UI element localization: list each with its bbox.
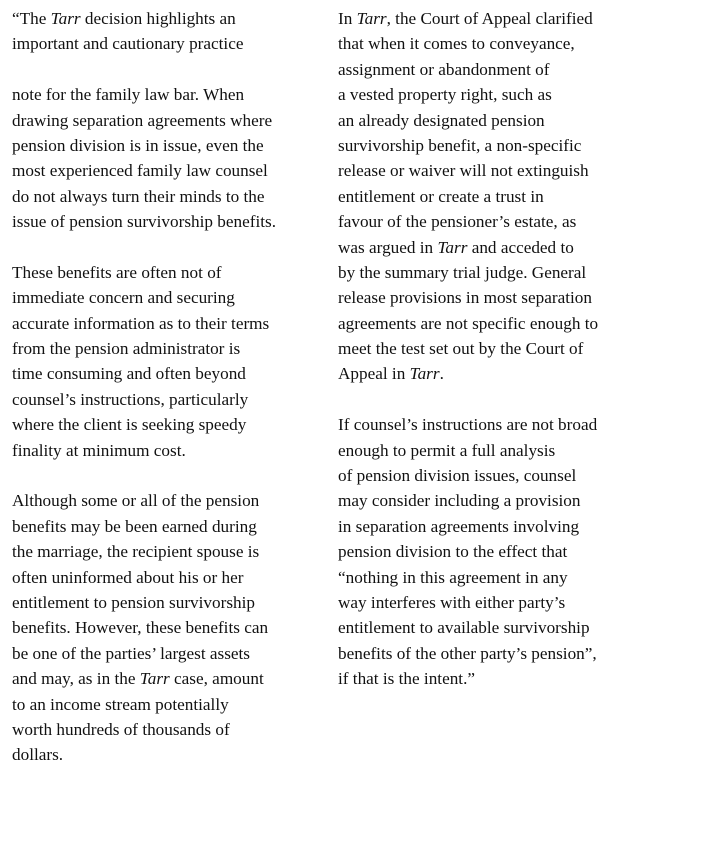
text-line [12,412,322,437]
text-segment: . [439,364,444,384]
text-line [12,641,322,666]
text-segment: enough to permit a full analysis [338,440,556,460]
paragraph-gap [338,387,678,412]
text-line [12,336,322,361]
text-line [338,539,678,564]
text-segment: important and cautionary practice [12,34,244,54]
text-line [12,742,322,767]
text-segment: benefits may be been earned during [12,516,257,536]
text-line [12,615,322,640]
text-line [338,260,678,285]
text-segment: benefits of the other party’s pension”, [338,643,597,663]
text-line [338,31,678,56]
text-segment: These benefits are often not of [12,262,222,282]
text-line [12,82,322,107]
text-line [12,361,322,386]
text-line [338,133,678,158]
text-segment: the marriage, the recipient spouse is [12,542,260,562]
text-line [12,438,322,463]
italic-case-name: Tarr [139,669,170,689]
text-line [12,692,322,717]
italic-case-name: Tarr [50,9,81,28]
text-segment: and may, as in the [12,669,140,689]
text-segment: In [338,9,357,28]
text-line [338,235,678,260]
text-segment: a vested property right, such as [338,85,552,105]
text-segment: finality at minimum cost. [12,440,186,460]
text-line [12,717,322,742]
text-line [12,387,322,412]
text-line [338,361,678,386]
text-line [338,514,678,539]
right-text-column [338,6,678,692]
text-segment: If counsel’s instructions are not broad [338,415,598,435]
text-line [338,6,678,31]
text-line [12,311,322,336]
text-line [338,488,678,513]
text-segment: time consuming and often beyond [12,364,246,384]
text-segment: benefits. However, these benefits can [12,618,269,638]
text-line [12,108,322,133]
text-segment: case, amount [169,669,264,689]
text-segment: be one of the parties’ largest assets [12,643,250,663]
text-segment: that when it comes to conveyance, [338,34,575,54]
text-segment: most experienced family law counsel [12,161,268,181]
text-segment: pension division to the effect that [338,542,568,562]
text-segment: agreements are not specific enough to [338,313,599,333]
text-segment: was argued in [338,237,438,257]
text-line [12,209,322,234]
text-segment: way interferes with either party’s [338,592,566,612]
text-segment: survivorship benefit, a non-specific [338,135,582,155]
text-segment: entitlement or create a trust in [338,186,544,206]
paragraph-gap [12,235,322,260]
text-line [338,108,678,133]
text-segment: “The [12,9,51,28]
italic-case-name: Tarr [437,237,468,257]
text-segment: worth hundreds of thousands of [12,719,230,739]
text-line [12,565,322,590]
text-segment: where the client is seeking speedy [12,415,247,435]
text-segment: counsel’s instructions, particularly [12,389,249,409]
text-segment: if that is the intent.” [338,669,475,689]
text-line [12,133,322,158]
text-segment: often uninformed about his or her [12,567,244,587]
text-line [338,590,678,615]
text-segment: an already designated pension [338,110,545,130]
text-line [338,82,678,107]
italic-case-name: Tarr [409,364,440,384]
text-segment: to an income stream potentially [12,694,229,714]
text-line [12,285,322,310]
text-segment: in separation agreements involving [338,516,580,536]
text-segment: entitlement to pension survivorship [12,592,255,612]
text-line [12,514,322,539]
text-line [338,336,678,361]
text-segment: release or waiver will not extinguish [338,161,589,181]
text-segment: do not always turn their minds to the [12,186,265,206]
text-line [338,463,678,488]
text-segment: drawing separation agreements where [12,110,273,130]
text-line [338,285,678,310]
text-segment: Although some or all of the pension [12,491,260,511]
text-line [338,666,678,691]
text-segment: may consider including a provision [338,491,581,511]
text-segment: decision highlights an [80,9,236,28]
text-line [12,590,322,615]
text-segment: issue of pension survivorship benefits. [12,212,276,232]
text-line [12,539,322,564]
text-segment: note for the family law bar. When [12,85,245,105]
text-segment: “nothing in this agreement in any [338,567,568,587]
text-segment: favour of the pensioner’s estate, as [338,212,577,232]
text-line [12,184,322,209]
text-line [12,666,322,691]
text-segment: by the summary trial judge. General [338,262,587,282]
text-line [12,260,322,285]
text-line [338,184,678,209]
text-line [12,158,322,183]
text-line [338,412,678,437]
text-segment: , the Court of Appeal clarified [386,9,593,28]
text-line [338,209,678,234]
paragraph-gap [12,57,322,82]
text-segment: pension division is in issue, even the [12,135,264,155]
text-segment: and acceded to [467,237,574,257]
left-text-column [12,6,322,768]
text-segment: Appeal in [338,364,410,384]
text-segment: meet the test set out by the Court of [338,339,584,359]
italic-case-name: Tarr [356,9,387,28]
text-line [338,158,678,183]
text-line [338,57,678,82]
text-segment: from the pension administrator is [12,339,241,359]
text-line [338,311,678,336]
text-line [338,615,678,640]
text-segment: release provisions in most separation [338,288,592,308]
text-line [12,31,322,56]
text-segment: accurate information as to their terms [12,313,270,333]
text-segment: immediate concern and securing [12,288,235,308]
text-segment: dollars. [12,745,64,765]
text-line [12,6,322,31]
paragraph-gap [12,463,322,488]
text-segment: assignment or abandonment of [338,59,550,79]
text-line [338,565,678,590]
text-segment: entitlement to available survivorship [338,618,590,638]
text-segment: of pension division issues, counsel [338,466,577,486]
text-line [338,641,678,666]
text-line [338,438,678,463]
text-line [12,488,322,513]
